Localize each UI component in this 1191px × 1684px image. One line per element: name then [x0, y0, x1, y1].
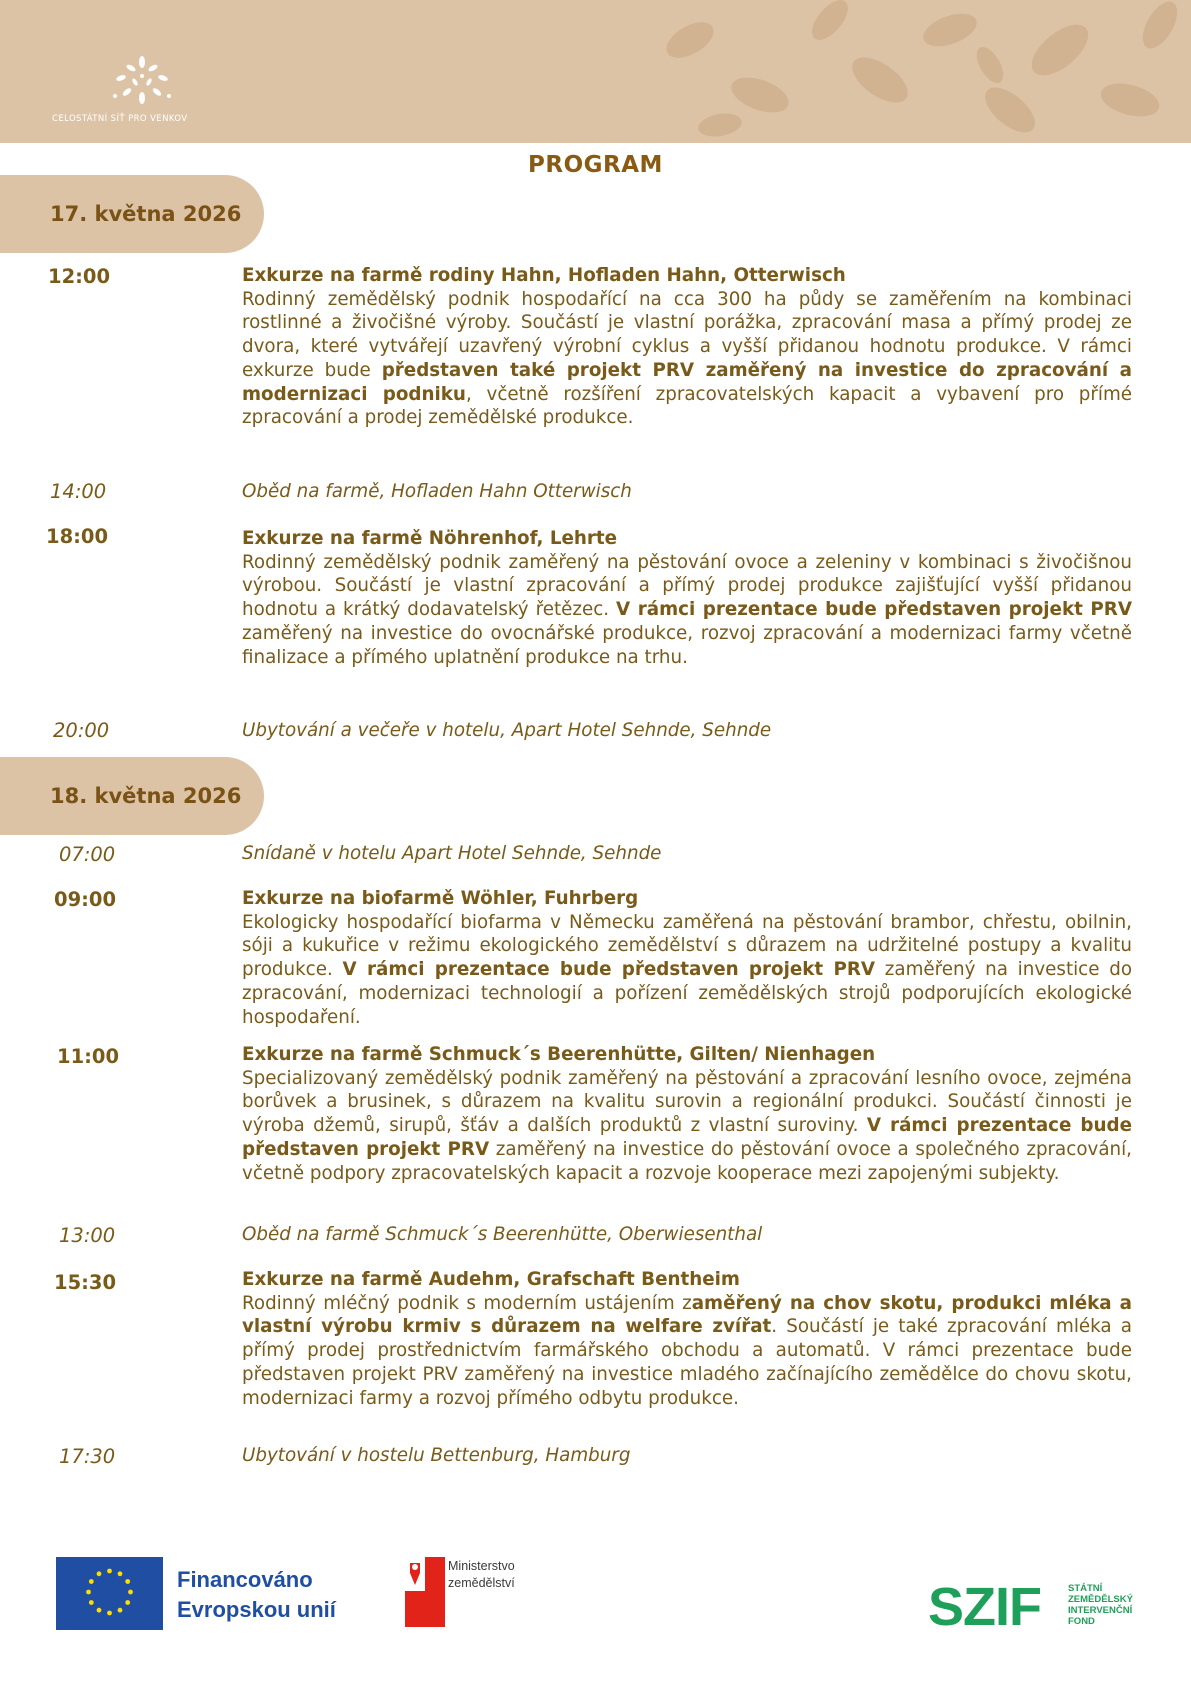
event-title: Exkurze na farmě Audehm, Grafschaft Bentheim [242, 1269, 740, 1290]
event-block [242, 719, 1132, 743]
header-band [0, 0, 1191, 143]
event-time: 20:00 [53, 719, 110, 742]
event-block [242, 887, 1132, 1029]
day-heading-2 [0, 757, 264, 835]
event-time: 18:00 [46, 525, 109, 548]
event-description: Rodinný zemědělský podnik zaměřený na pěstování ovoce a zeleniny v kombinaci s živočišnou výrobou. Součástí je vlastní zpracování a přímý prodej produkce zajišťující vyšší přidanou hodnotu a krátký dodavatelský řetězec. V rámci prezentace bude představen projekt PRV zaměřený na investice do ovocnářské produkce, rozvoj zpracování a modernizaci farmy včetně finalizace a přímého uplatnění produkce na trhu. [242, 551, 1132, 668]
page-title: PROGRAM [528, 152, 663, 178]
eu-funding-text: Financováno Evropskou unií [177, 1567, 336, 1622]
event-time: 11:00 [57, 1045, 120, 1068]
event-block [242, 264, 1132, 430]
event-time: 12:00 [48, 265, 111, 288]
event-description: Specializovaný zemědělský podnik zaměřený na pěstování a zpracování lesního ovoce, zejména borůvek a brusinek, s důrazem na kvalitu surovin a regionální produkci. Součástí činnosti je výroba džemů, sirupů, šťáv a dalších produktů z vlastní suroviny. V rámci prezentace bude představen projekt PRV zaměřený na investice do pěstování ovoce a společného zpracování, včetně podpory zpracovatelských kapacit a rozvoje kooperace mezi zapojenými subjekty. [242, 1067, 1132, 1184]
event-title: Snídaně v hotelu Apart Hotel Sehnde, Sehnde [242, 843, 662, 864]
eu-flag-icon [56, 1557, 163, 1630]
event-block [242, 1223, 1132, 1247]
event-block [242, 1268, 1132, 1410]
event-description: Ekologicky hospodařící biofarma v Německu zaměřená na pěstování brambor, chřestu, obilnin, sóji a kukuřice v režimu ekologického zemědělství s důrazem na udržitelné postupy a kvalitu produkce. V rámci prezentace bude představen projekt PRV zaměřený na investice do zpracování, modernizaci technologií a pořízení zemědělských strojů podporujících ekologické hospodaření. [242, 911, 1133, 1028]
flower-logo-icon [107, 52, 177, 108]
event-block [242, 480, 1132, 504]
ministry-name: Ministerstvo zemědělství [448, 1559, 515, 1590]
event-highlight: V rámci prezentace bude představen projekt PRV [342, 959, 876, 981]
event-time: 17:30 [59, 1445, 116, 1468]
brand-name: CELOSTÁTNÍ SÍŤ PRO VENKOV [52, 114, 188, 124]
event-title: Ubytování a večeře v hotelu, Apart Hotel Sehnde, Sehnde [242, 720, 772, 741]
event-highlight: V rámci prezentace bude představen projekt PRV [616, 599, 1132, 621]
event-block [242, 1043, 1132, 1185]
event-title: Exkurze na farmě Nöhrenhof, Lehrte [242, 528, 618, 549]
event-title: Oběd na farmě, Hofladen Hahn Otterwisch [242, 481, 632, 502]
event-highlight: aměřený na chov skotu, produkci mléka a vlastní výrobu krmiv s důrazem na welfare zvířat [242, 1292, 1133, 1338]
event-block [242, 527, 1132, 669]
event-time: 13:00 [59, 1224, 116, 1247]
day-label: 18. května 2026 [50, 784, 242, 808]
event-time: 15:30 [54, 1271, 117, 1294]
footer-logos [0, 1550, 1191, 1680]
szif-logo: SZIF [928, 1577, 1041, 1637]
event-time: 14:00 [50, 480, 107, 503]
event-title: Oběd na farmě Schmuck´s Beerenhütte, Oberwiesenthal [242, 1224, 763, 1245]
event-title: Exkurze na biofarmě Wöhler, Fuhrberg [242, 888, 639, 909]
ministry-emblem-icon [405, 1557, 445, 1627]
event-description: Rodinný mléčný podnik s moderním ustájením zaměřený na chov skotu, produkci mléka a vlastní výrobu krmiv s důrazem na welfare zvířat. Součástí je také zpracování mléka a přímý prodej prostřednictvím farmářského obchodu a automatů. V rámci prezentace bude představen projekt PRV zaměřený na investice mladého začínajícího zemědělce do chovu skotu, modernizaci farmy a rozvoj přímého odbytu produkce. [242, 1292, 1133, 1409]
event-highlight: představen také projekt PRV zaměřený na investice do zpracování a modernizaci podniku [242, 359, 1132, 405]
event-time: 09:00 [54, 888, 117, 911]
event-highlight: V rámci prezentace bude představen projekt PRV [242, 1115, 1132, 1160]
event-block [242, 1444, 1132, 1468]
event-block [242, 842, 1132, 866]
szif-name: STÁTNÍ ZEMĚDĚLSKÝ INTERVENČNÍ FOND [1068, 1583, 1133, 1627]
brand-logo-block [52, 52, 212, 124]
event-title: Ubytování v hostelu Bettenburg, Hamburg [242, 1445, 631, 1466]
event-time: 07:00 [59, 843, 116, 866]
day-label: 17. května 2026 [50, 202, 242, 226]
event-title: Exkurze na farmě Schmuck´s Beerenhütte, Gilten/ Nienhagen [242, 1044, 876, 1065]
event-title: Exkurze na farmě rodiny Hahn, Hofladen Hahn, Otterwisch [242, 265, 846, 286]
event-description: Rodinný zemědělský podnik hospodařící na cca 300 ha půdy se zaměřením na kombinaci rostlinné a živočišné výroby. Součástí je vlastní porážka, zpracování masa a přímý prodej ze dvora, které vytvářejí uzavřený výrobní cyklus a vyšší přidanou hodnotu produkce. V rámci exkurze bude představen také projekt PRV zaměřený na investice do zpracování a modernizaci podniku, včetně rozšíření zpracovatelských kapacit a vybavení pro přímé zpracování a prodej zemědělské produkce. [242, 288, 1132, 429]
day-heading-1 [0, 175, 264, 253]
